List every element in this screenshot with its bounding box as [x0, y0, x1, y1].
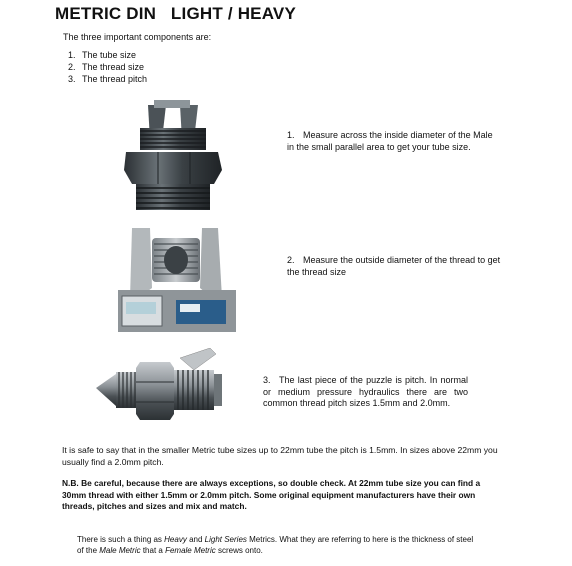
- step-tube-size: 1. Measure across the inside diameter of the Male in the small parallel area to get your tube size.: [287, 130, 493, 152]
- intro-text: The three important components are:: [63, 32, 212, 42]
- tube-size-measurement-photo: [118, 100, 230, 212]
- list-item: 2. The thread size: [68, 62, 145, 72]
- step-thread-size: 2. Measure the outside diameter of the thread to get the thread size: [287, 255, 501, 277]
- components-list: [68, 49, 147, 85]
- nb-paragraph: N.B. Be careful, because there are always exceptions, so double check. At 22mm tube size you can find a 30mm thread with either 1.5mm or 2.0mm pitch. Some original equipment manufacturers have their own threads, pitches and sizes and mix and match.: [62, 478, 481, 511]
- page-title: METRIC DIN LIGHT / HEAVY: [55, 4, 297, 23]
- list-item: 1. The tube size: [68, 50, 137, 60]
- list-item: 3. The thread pitch: [68, 74, 148, 84]
- series-paragraph: There is such a thing as Heavy and Light Series Metrics. What they are referring to here is the thickness of steel of the Male Metric that a Female Metric screws onto.: [77, 535, 474, 555]
- pitch-paragraph: It is safe to say that in the smaller Metric tube sizes up to 22mm tube the pitch is 1.5mm. In sizes above 22mm you usually find a 2.0mm pitch.: [62, 445, 498, 467]
- thread-pitch-fitting-photo: [94, 348, 224, 426]
- thread-size-measurement-photo: [118, 220, 236, 332]
- step-thread-pitch: 3. The last piece of the puzzle is pitch. In normal or medium pressure hydraulics there are two common thread pitch sizes 1.5mm and 2.0mm.: [263, 375, 468, 408]
